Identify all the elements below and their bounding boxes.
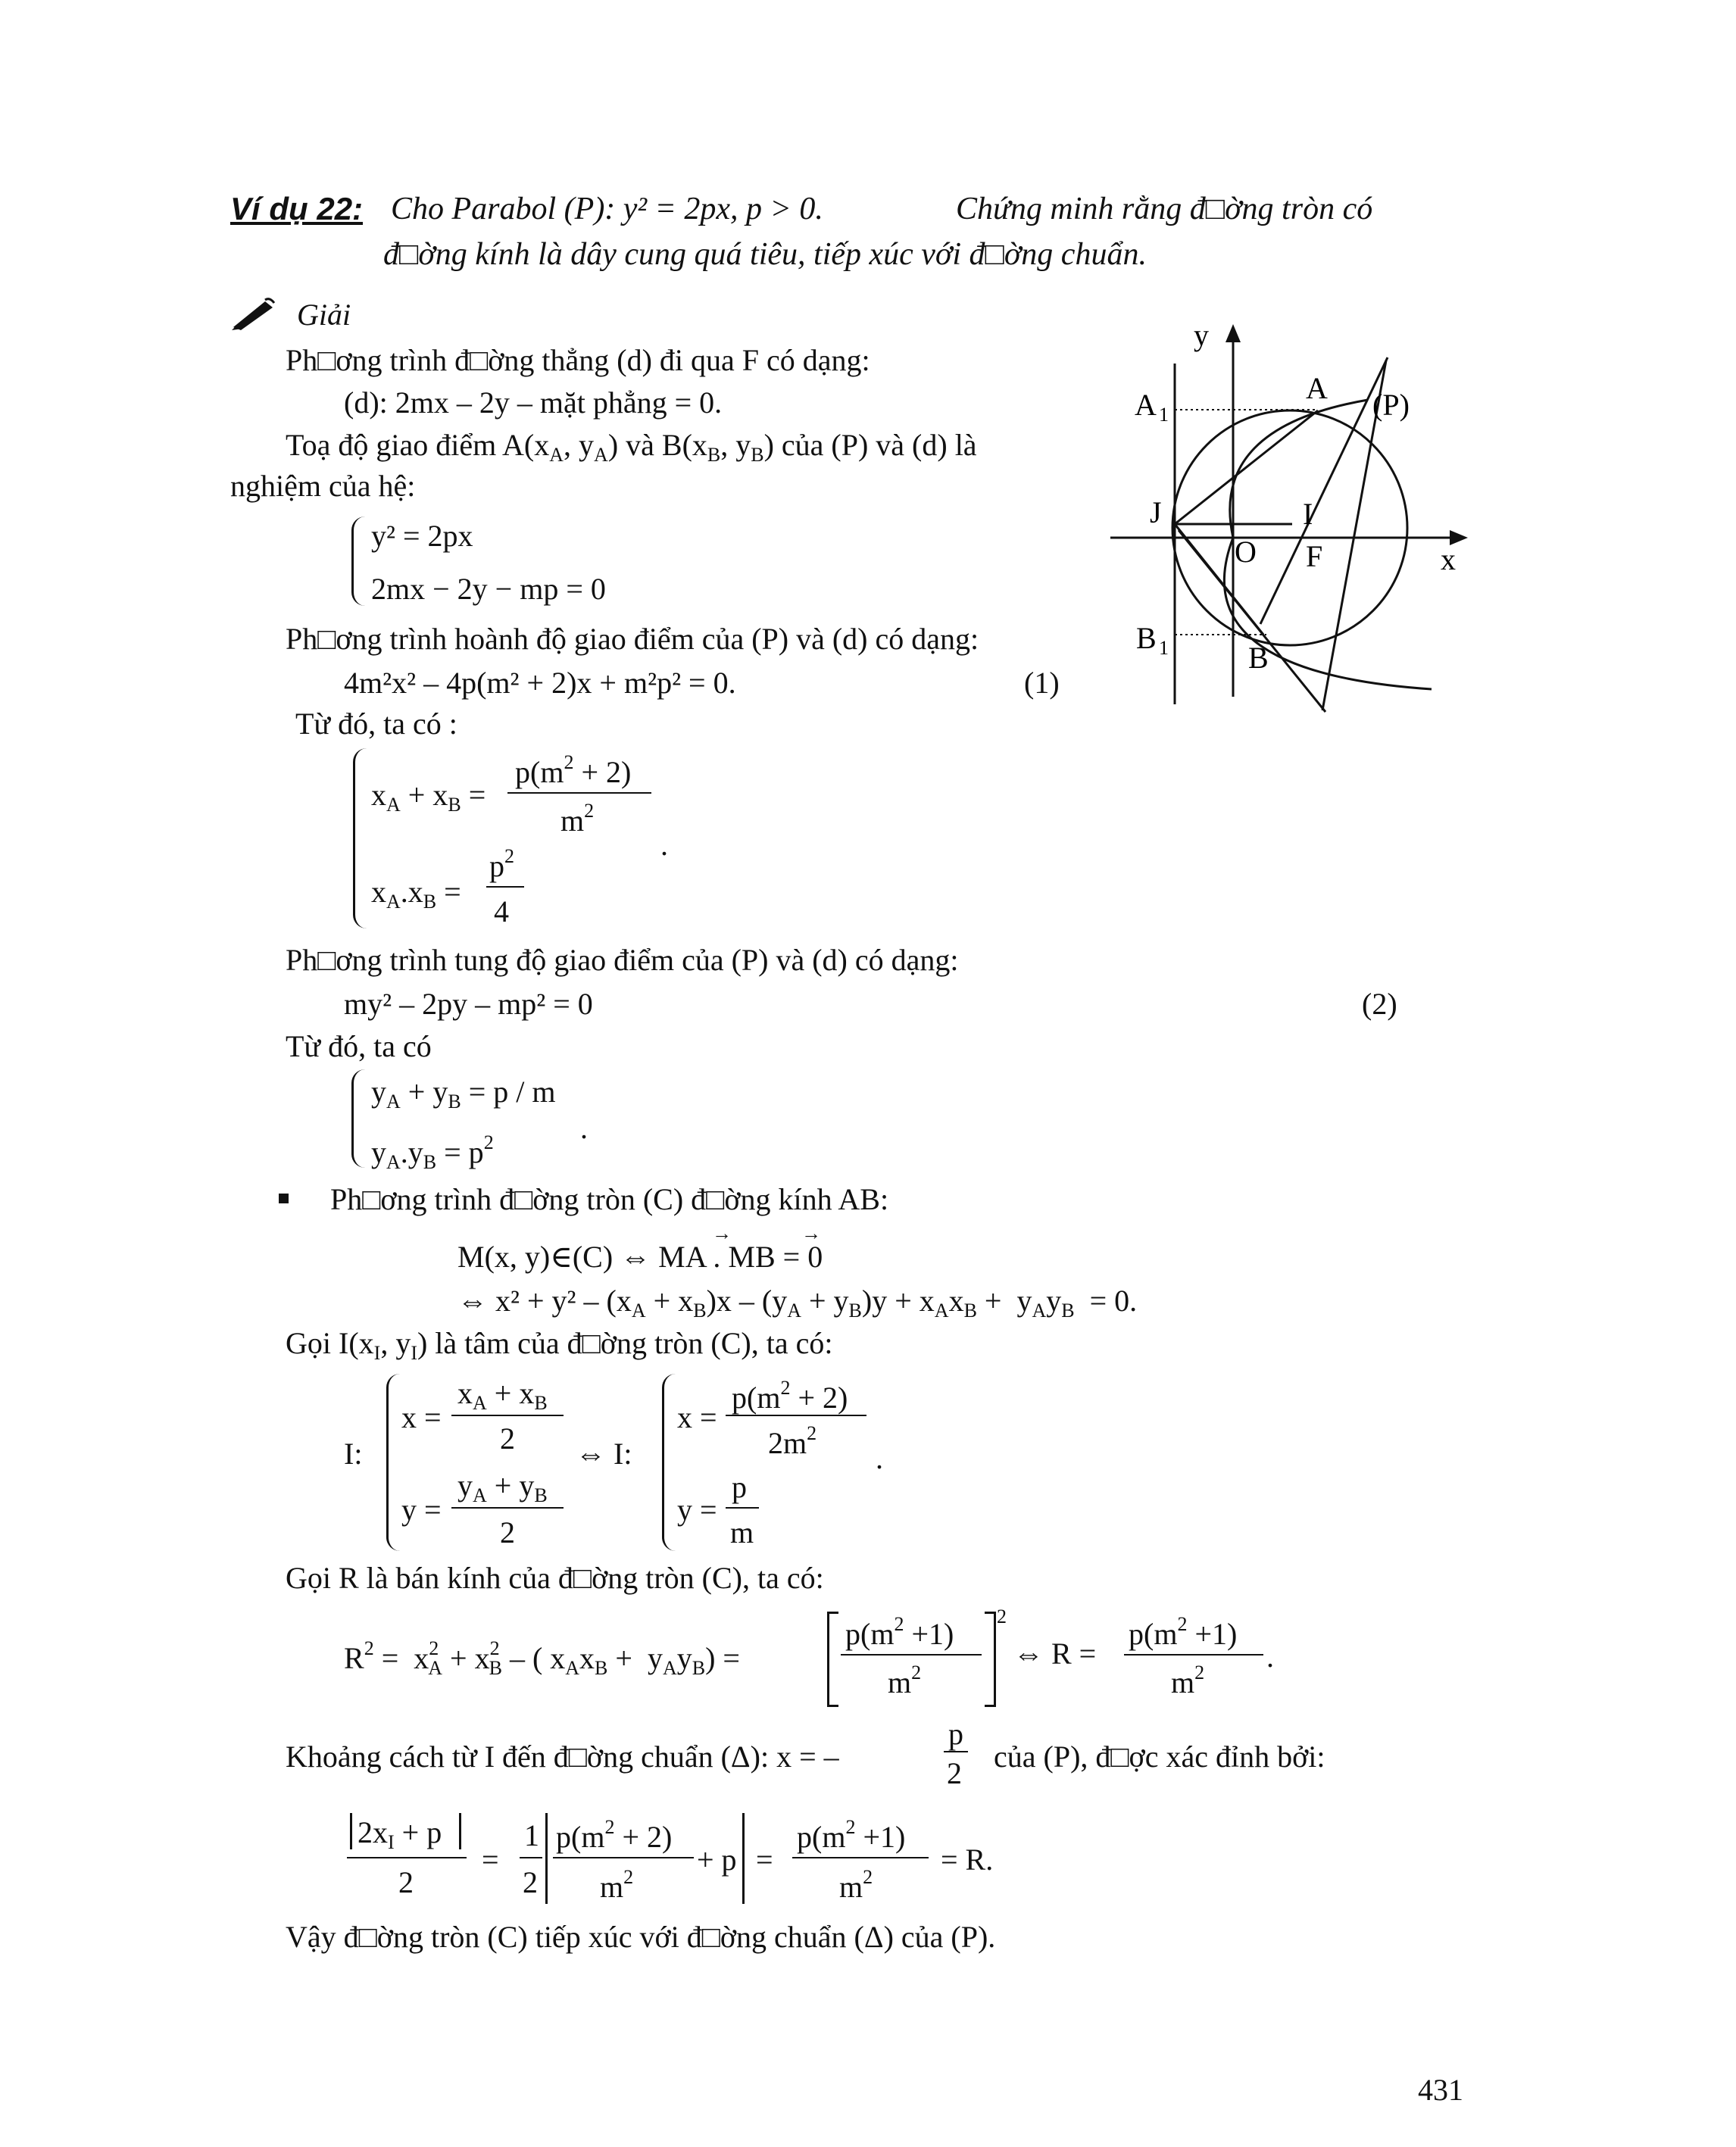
sum-x-numerator: $p(m^2 + 2)$	[515, 751, 632, 789]
fraction-bar	[553, 1857, 694, 1858]
period: .	[660, 828, 668, 862]
period: .	[1266, 1640, 1274, 1674]
circle-intro: Ph□ơng trình đ□ờng tròn (C) đ□ờng kính AB:	[330, 1182, 889, 1216]
line-d-intro: Ph□ơng trình đ□ờng thẳng (d) đi qua F có dạng:	[286, 343, 870, 377]
fraction-bar	[1124, 1654, 1263, 1655]
label-B1-sub: 1	[1159, 637, 1169, 659]
center-y2-denominator: m	[730, 1515, 754, 1549]
circle-expanded: ⇔ $x^2 + y^2 - (x_A + x_B)x - (y_A + y_B)y + x_Ax_B + y_Ay_B = 0$.	[457, 1284, 1138, 1322]
coords-intro: Toạ độ giao điểm $A(x_A$, $y_A$) và $B(x_B$, $y_B$) của (P) và (d) là	[286, 428, 977, 466]
system1-eq-b: 2mx − 2y − mp = 0	[371, 572, 606, 606]
inner-numerator: $p(m^2 + 2)$	[556, 1816, 673, 1854]
bracket-left	[827, 1612, 838, 1707]
center-y-numerator: $y_A + y_B$	[457, 1468, 548, 1506]
label-x: x	[1441, 542, 1456, 576]
center-y2-lhs: y =	[677, 1493, 717, 1527]
from-that-2: Từ đó, ta có	[286, 1029, 432, 1063]
ordinate-equation: my² – 2py – mp² = 0	[344, 987, 593, 1021]
inner-denominator: $m^2$	[600, 1866, 634, 1904]
plus-p: + p	[697, 1843, 737, 1877]
parabola-circle-figure	[1106, 303, 1469, 727]
pencil-icon	[230, 297, 277, 337]
abs-bar	[545, 1813, 548, 1904]
radius-sq-numerator: $p(m^2 +1)$	[845, 1613, 954, 1651]
example-label: Ví dụ 22:	[230, 191, 364, 226]
label-B1: B	[1136, 621, 1157, 655]
distance-denominator: 2	[398, 1865, 414, 1899]
equation-tag-1: (1)	[1024, 666, 1060, 700]
abs-bar	[350, 1813, 352, 1849]
center-x-numerator: $x_A + x_B$	[457, 1376, 548, 1414]
label-A1: A	[1135, 388, 1157, 422]
ordinate-intro: Ph□ơng trình tung độ giao điểm của (P) và (d) có dạng:	[286, 943, 959, 977]
vector-arrow-ma: →	[712, 1222, 732, 1244]
equals-R: = R.	[941, 1843, 994, 1877]
sum-xa-xb-lhs: $x_A + x_B$ =	[371, 778, 486, 816]
abscissa-intro: Ph□ơng trình hoành độ giao điểm của (P) và (d) có dạng:	[286, 622, 979, 656]
center-I-label: I:	[344, 1437, 363, 1471]
vieta-x-brace	[353, 748, 369, 928]
equals: =	[482, 1843, 499, 1877]
fraction-bar	[520, 1857, 542, 1858]
example-statement-c: đ□ờng kính là dây cung quá tiêu, tiếp xúc với đ□ờng chuẩn.	[383, 237, 1147, 272]
center-x-denominator: 2	[500, 1421, 515, 1456]
bracket-exponent: 2	[997, 1606, 1007, 1627]
result-numerator: $p(m^2 +1)$	[797, 1816, 906, 1854]
center-y2-numerator: p	[732, 1470, 747, 1504]
center-x2-numerator: $p(m^2 + 2)$	[732, 1377, 848, 1415]
label-A: A	[1306, 371, 1328, 405]
radius-equiv: ⇔ R =	[1013, 1637, 1097, 1671]
label-B: B	[1248, 641, 1269, 675]
equals: =	[756, 1843, 773, 1877]
radius-sq-denominator: $m^2$	[888, 1662, 922, 1699]
sum-ya-yb: $y_A + y_B = p / m$	[371, 1075, 556, 1113]
example-statement-b: Chứng minh rằng đ□ờng tròn có	[956, 192, 1373, 226]
product-x-denominator: 4	[494, 894, 509, 928]
coords-intro-2: nghiệm của hệ:	[230, 469, 416, 503]
fraction-bar	[726, 1415, 866, 1416]
example-statement-a: Cho Parabol (P): y² = 2px, p > 0.	[391, 192, 823, 226]
sum-x-denominator: $m^2$	[560, 800, 595, 838]
directrix-denominator: 2	[947, 1756, 962, 1790]
fraction-bar	[944, 1751, 968, 1752]
fraction-bar	[347, 1857, 467, 1858]
bullet	[279, 1194, 289, 1203]
half-denominator: 2	[523, 1865, 538, 1899]
radius-intro: Gọi R là bán kính của đ□ờng tròn (C), ta có:	[286, 1561, 824, 1595]
fraction-bar	[841, 1654, 982, 1655]
y-axis-arrow	[1226, 324, 1241, 342]
J-to-A	[1175, 410, 1318, 524]
label-F: F	[1306, 539, 1323, 573]
circle-condition: M(x, y)∈(C) ⇔ MA . MB = 0	[457, 1240, 823, 1274]
abs-bar	[459, 1813, 461, 1849]
product-ya-yb: $y_A.y_B = p^2$	[371, 1131, 494, 1173]
center-y-lhs: y =	[401, 1493, 442, 1527]
conclusion: Vậy đ□ờng tròn (C) tiếp xúc với đ□ờng chuẩn (Δ) của (P).	[286, 1920, 996, 1954]
product-xa-xb-lhs: $x_A.x_B$ =	[371, 875, 461, 913]
half-numerator: 1	[524, 1818, 539, 1852]
center-x-lhs: x =	[401, 1400, 442, 1434]
abs-bar	[742, 1813, 745, 1904]
equation-tag-2: (2)	[1362, 987, 1397, 1021]
radius-denominator: $m^2$	[1171, 1662, 1205, 1699]
fraction-bar	[486, 886, 524, 888]
radius-numerator: $p(m^2 +1)$	[1129, 1613, 1238, 1651]
distance-intro-end: của (P), đ□ợc xác đỉnh bởi:	[994, 1740, 1325, 1774]
label-O: O	[1235, 535, 1257, 569]
fraction-bar	[451, 1507, 564, 1509]
label-J: J	[1150, 495, 1162, 529]
page-number: 431	[1418, 2073, 1463, 2107]
fraction-bar	[451, 1415, 564, 1416]
radius-expression: $R^2 = x^2_A + x^2_B$ – ( $x_Ax_B + y_Ay_B$) =	[344, 1637, 740, 1679]
abscissa-equation: 4m²x² – 4p(m² + 2)x + m²p² = 0.	[344, 666, 736, 700]
system1-eq-a: y² = 2px	[371, 519, 473, 553]
label-y: y	[1194, 318, 1209, 352]
center-x2-lhs: x =	[677, 1400, 717, 1434]
solution-heading: Giải	[297, 298, 351, 332]
directrix-numerator: p	[948, 1717, 963, 1751]
from-that-1: Từ đó, ta có :	[295, 707, 457, 741]
distance-numerator: $2x_I + p$	[358, 1815, 442, 1853]
label-I: I	[1303, 497, 1313, 531]
system-brace	[351, 516, 367, 606]
fraction-bar	[792, 1857, 929, 1858]
vector-arrow-mb: →	[801, 1222, 821, 1244]
center-brace-1	[386, 1374, 402, 1551]
label-A1-sub: 1	[1159, 404, 1169, 426]
center-y-denominator: 2	[500, 1515, 515, 1549]
distance-intro: Khoảng cách từ I đến đ□ờng chuẩn (Δ): x = –	[286, 1740, 839, 1774]
circle-C	[1172, 410, 1407, 645]
label-P: (P)	[1372, 388, 1410, 422]
period: .	[580, 1111, 588, 1145]
fraction-bar	[507, 792, 651, 794]
result-denominator: $m^2$	[839, 1866, 873, 1904]
center-x2-denominator: $2m^2$	[768, 1422, 817, 1460]
bracket-right	[985, 1612, 996, 1707]
fraction-bar	[726, 1507, 759, 1509]
line-d-equation: (d): 2mx – 2y – mặt phẳng = 0.	[344, 385, 723, 420]
equivalent-I: ⇔ I:	[576, 1437, 632, 1471]
product-x-numerator: $p^2$	[489, 845, 514, 883]
period: .	[876, 1441, 883, 1475]
center-intro: Gọi $I(x_I$, $y_I$) là tâm của đ□ờng tròn (C), ta có:	[286, 1326, 833, 1364]
vieta-y-brace	[351, 1069, 367, 1168]
center-brace-2	[662, 1374, 678, 1551]
